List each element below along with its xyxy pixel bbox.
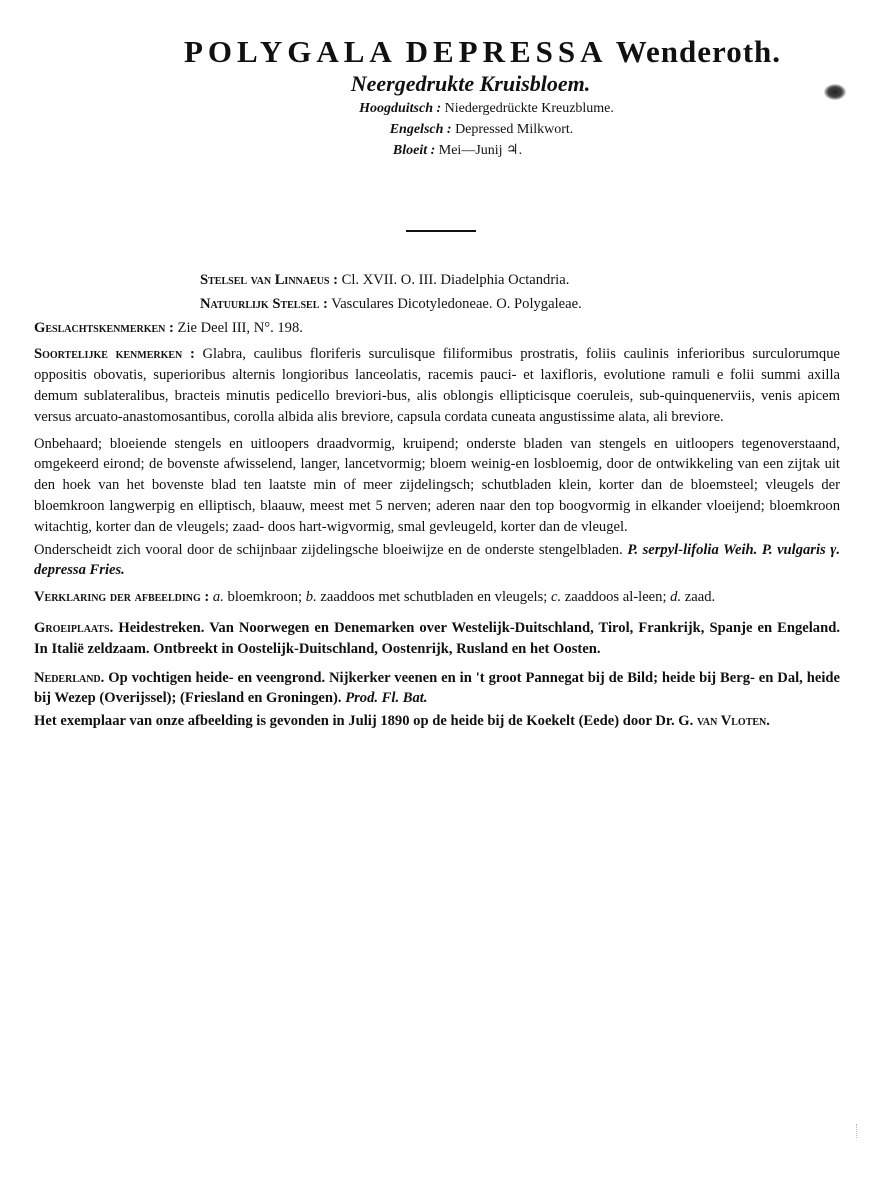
dutch-name: Neergedrukte Kruisbloem. [350, 71, 591, 96]
figure-label: Verklaring der afbeelding : [34, 589, 210, 606]
title-genus: POLYGALA [183, 34, 397, 69]
german-line [100, 98, 873, 119]
habitat-paragraph [34, 618, 840, 660]
species-latin-text: Glabra, caulibus floriferis surculisque filiformibus prostratis, foliis caulinis inferioribus surculorumque oppositis obovatis, superioribus alternis longioribus lanceolatis, racemis pauci- et laxifloris, evolutione ramuli e folii summi axilla demum sublateralibus, bracteis minutis pedicello breviori-bus, alis oblongis ellipticisque coeruleis, sub-quinquenerviis, venis apicem versus arcuato-anastomosantibus, corolla albida alis breviore, capsula cordata cuneata angustissime alata, ali breviore. [34, 346, 840, 425]
linnaeus-label: Stelsel van Linnaeus : [200, 272, 338, 288]
natural-system-line [200, 294, 840, 315]
natural-system-value: Vasculares Dicotyledoneae. O. Polygaleae. [331, 295, 582, 312]
german-name: Niedergedrückte Kreuzblume. [444, 101, 614, 116]
linnaeus-value: Cl. XVII. O. III. Diadelphia Octandria. [341, 272, 570, 288]
description-body [34, 270, 840, 732]
netherlands-label: Nederland. [34, 669, 105, 686]
english-name: Depressed Milkwort. [455, 122, 574, 137]
specimen-collector: van Vloten. [696, 713, 770, 730]
species-distinction [34, 540, 840, 582]
distinction-text: Onderscheidt zich vooral door de schijnbaar zijdelingsche bloeiwijze en de onderste stengelbladen. [34, 541, 623, 558]
species-label: Soortelijke kenmerken : [34, 346, 195, 363]
title-block [0, 34, 873, 161]
figure-a-text: bloemkroon; [227, 589, 303, 606]
genus-label: Geslachtskenmerken : [34, 319, 174, 336]
divider [406, 230, 476, 232]
netherlands-paragraph [34, 668, 840, 710]
figure-explanation [34, 587, 840, 608]
german-label: Hoogduitsch : [359, 101, 442, 116]
genus-value: Zie Deel III, N°. 198. [177, 319, 303, 336]
figure-a-key: a. [212, 589, 224, 606]
page-title [92, 34, 873, 70]
specimen-text: Het exemplaar van onze afbeelding is gevonden in Julij 1890 op de heide bij de Koekelt (Eede) door Dr. G. [34, 713, 694, 730]
netherlands-reference: Prod. Fl. Bat. [345, 690, 428, 707]
english-label: Engelsch : [389, 122, 452, 137]
english-line [90, 119, 873, 140]
habitat-label: Groeiplaats. [34, 619, 114, 636]
figure-c-text: zaaddoos al-leen; [564, 589, 667, 606]
margin-mark [856, 1124, 861, 1138]
figure-c-key: c. [551, 589, 562, 606]
species-dutch [34, 434, 840, 538]
title-species: DEPRESSA [405, 34, 608, 69]
distinction-synonyms: P. serpyl-lifolia Weih. P. vulgaris γ. depressa Fries. [34, 541, 841, 579]
natural-system-label: Natuurlijk Stelsel : [200, 295, 328, 312]
bloom-line [42, 140, 873, 161]
species-dutch-text: Onbehaard; bloeiende stengels en uitloopers draadvormig, kruipend; onderste bladen van stengels en uitloopers tegenoverstaand, omgekeerd eirond; de bovenste afwisselend, langer, lancetvormig; bloem weinig-en losbloemig, door de ontwikkeling van een zijtak uit den hoek van het bovenste blad ten laatste min of meer zijdelingsch; schutbladen klein, korter dan de bloemsteel; vleugels der bloemkroon langwerpig en elliptisch, blaauw, meest met 5 nerven; aderen naar den top boogvormig in elkander vloeijend; bloemkroon witachtig, korter dan de vleugels; zaad- doos hart-wigvormig, smal gevleugeld, korter dan de vleugel. [34, 435, 840, 535]
genus-line [34, 318, 840, 339]
figure-b-text: zaaddoos met schutbladen en vleugels; [320, 589, 548, 606]
bloom-value: Mei—Junij ♃. [438, 143, 523, 158]
linnaeus-line [200, 270, 840, 291]
habitat-text: Heidestreken. Van Noorwegen en Denemarken over Westelijk-Duitschland, Tirol, Frankrijk, Spanje en Engeland. In Italië zeldzaam. Ontbreekt in Oostelijk-Duitschland, Oostenrijk, Rusland en het Oosten. [34, 619, 840, 657]
specimen-paragraph [34, 711, 840, 732]
species-latin [34, 344, 840, 427]
bloom-label: Bloeit : [392, 143, 436, 158]
title-author: Wenderoth. [615, 34, 782, 69]
figure-d-key: d. [670, 589, 682, 606]
figure-d-text: zaad. [684, 589, 716, 606]
figure-b-key: b. [305, 589, 317, 606]
netherlands-text: Op vochtigen heide- en veengrond. Nijkerker veenen en in 't groot Pannegat bij de Bild; heide bij Berg- en Dal, heide bij Wezep (Overijssel); (Friesland en Groningen). [34, 669, 840, 707]
